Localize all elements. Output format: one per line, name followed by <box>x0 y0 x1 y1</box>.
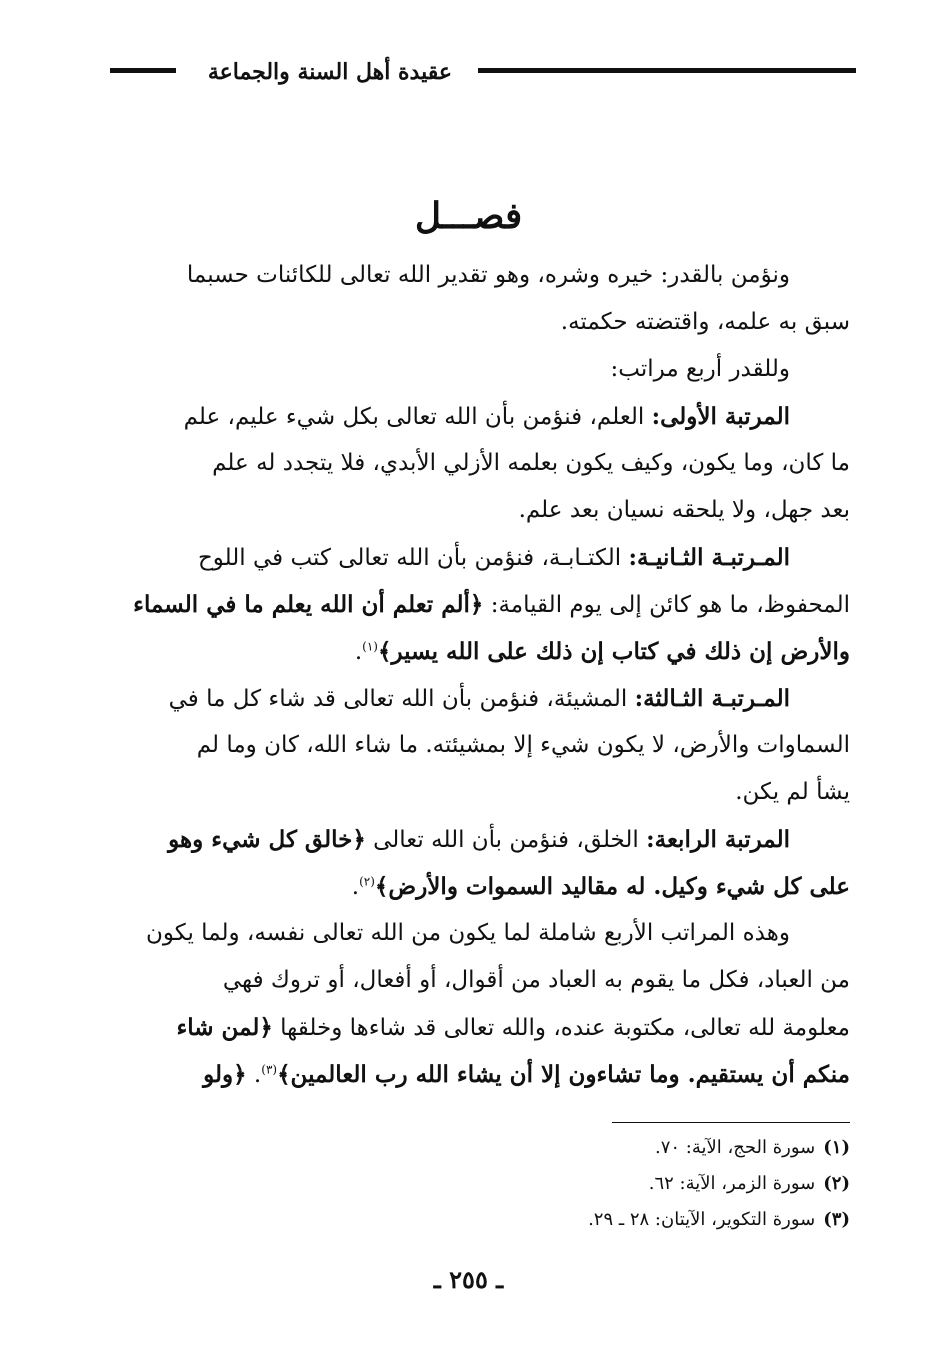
text-line: وللقدر أربع مراتب: <box>610 356 790 382</box>
text-line: بعد جهل، ولا يلحقه نسيان بعد علم. <box>518 497 850 523</box>
text-line: من العباد، فكل ما يقوم به العباد من أقوال، أو أفعال، أو تروك فهي <box>222 967 850 993</box>
text-line: السماوات والأرض، لا يكون شيء إلا بمشيئته. ما شاء الله، كان وما لم <box>196 732 850 758</box>
text-line: سبق به علمه، واقتضته حكمته. <box>560 309 850 335</box>
footnote-ref: (٣) <box>261 1062 278 1077</box>
footnotes <box>110 1130 850 1238</box>
text-line: المـرتبـة الثـالثة: المشيئة، فنؤمن بأن الله تعالى قد شاء كل ما في <box>168 685 790 712</box>
text-line: وهذه المراتب الأربع شاملة لما يكون من الله تعالى نفسه، ولما يكون <box>146 920 790 946</box>
footnote-ref: (١) <box>362 639 378 654</box>
footnote-ref: (٢) <box>359 874 375 889</box>
footnote-number: (٢) <box>823 1173 850 1194</box>
quran-quote: ﴿ولو <box>203 1061 247 1088</box>
text-line: المحفوظ، ما هو كائن إلى يوم القيامة: ﴿ألم تعلم أن الله يعلم ما في السماء <box>133 591 850 618</box>
text-line: المـرتبـة الثـانيـة: الكتـابـة، فنؤمن بأن الله تعالى كتب في اللوح <box>197 544 790 571</box>
quran-quote: ﴿خالق كل شيء وهو <box>168 826 366 853</box>
rank-heading: المـرتبـة الثـانيـة: <box>628 544 790 571</box>
footnote-separator <box>612 1122 850 1123</box>
rank-heading: المـرتبـة الثـالثة: <box>634 685 790 712</box>
rank-heading: المرتبة الرابعة: <box>646 826 790 853</box>
text-line: والأرض إن ذلك في كتاب إن ذلك على الله يسير﴾$^{(١)}$. <box>354 638 850 665</box>
body-text <box>110 252 850 1098</box>
footnote-item <box>110 1202 850 1238</box>
page-number: ـ ٢٥٥ ـ <box>433 1265 504 1294</box>
header-rule-left <box>110 68 176 73</box>
quran-quote: منكم أن يستقيم. وما تشاءون إلا أن يشاء الله رب العالمين﴾ <box>277 1061 850 1088</box>
text-line: منكم أن يستقيم. وما تشاءون إلا أن يشاء الله رب العالمين﴾$^{(٣)}$. ﴿ولو <box>203 1061 850 1088</box>
running-header <box>110 52 856 92</box>
text-line: ما كان، وما يكون، وكيف يكون بعلمه الأزلي الأبدي، فلا يتجدد له علم <box>212 450 850 476</box>
text-line: المرتبة الأولى: العلم، فنؤمن بأن الله تعالى بكل شيء عليم، علم <box>183 403 790 430</box>
quran-quote: والأرض إن ذلك في كتاب إن ذلك على الله يسير﴾ <box>377 638 850 665</box>
footnote-text: سورة الزمر، الآية: ٦٢. <box>648 1173 816 1194</box>
text-line: المرتبة الرابعة: الخلق، فنؤمن بأن الله تعالى ﴿خالق كل شيء وهو <box>168 826 790 853</box>
header-rule-right <box>478 68 856 73</box>
text-line: على كل شيء وكيل. له مقاليد السموات والأرض﴾$^{(٢)}$. <box>351 873 850 900</box>
rank-heading: المرتبة الأولى: <box>651 403 790 430</box>
quran-quote: ﴿لمن شاء <box>176 1014 273 1041</box>
header-title: عقيدة أهل السنة والجماعة <box>207 59 452 85</box>
quran-quote: ﴿ألم تعلم أن الله يعلم ما في السماء <box>133 591 484 618</box>
footnote-number: (١) <box>823 1137 850 1158</box>
footnote-item <box>110 1130 850 1166</box>
quran-quote: على كل شيء وكيل. له مقاليد السموات والأرض﴾ <box>374 873 850 900</box>
footnote-item <box>110 1166 850 1202</box>
text-line: ونؤمن بالقدر: خيره وشره، وهو تقدير الله تعالى للكائنات حسبما <box>186 262 790 288</box>
footnote-text: سورة التكوير، الآيتان: ٢٨ ـ ٢٩. <box>588 1209 816 1230</box>
footnote-text: سورة الحج، الآية: ٧٠. <box>654 1137 816 1158</box>
footnote-number: (٣) <box>823 1209 850 1230</box>
text-line: يشأ لم يكن. <box>735 779 850 805</box>
text-line: معلومة لله تعالى، مكتوبة عنده، والله تعالى قد شاءها وخلقها ﴿لمن شاء <box>176 1014 850 1041</box>
section-title: فصـــل <box>414 195 523 237</box>
